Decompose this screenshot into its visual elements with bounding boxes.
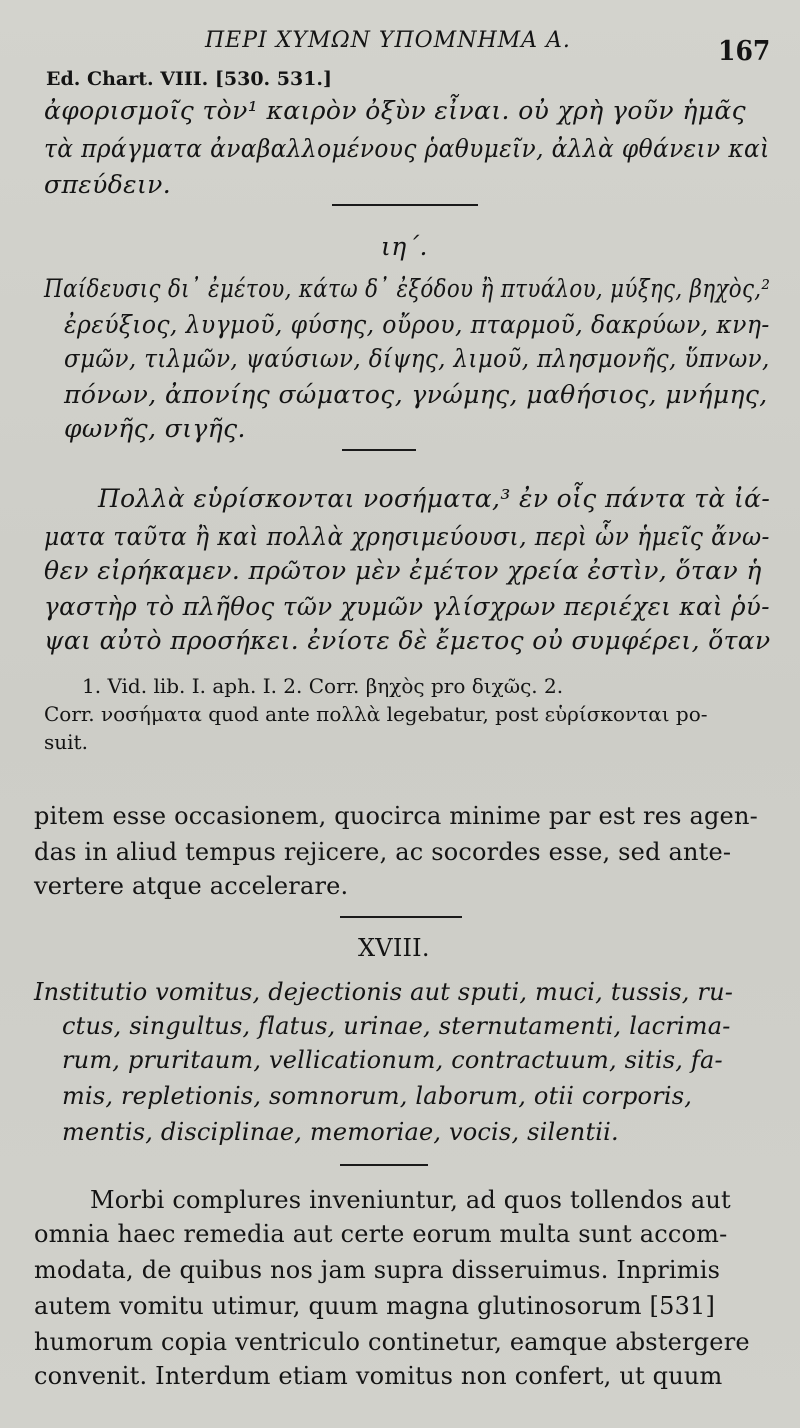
latin-heading-line: rum, pruritaum, vellicationum, contractuum, sitis, fa- — [62, 1046, 723, 1074]
latin-para1-line: vertere atque accelerare. — [34, 872, 349, 900]
latin-body-line: convenit. Interdum etiam vomitus non confert, ut quum — [34, 1362, 723, 1390]
greek-heading-line: Παίδευσις δι᾽ ἐμέτου, κάτω δ᾽ ἐξόδου ἢ πτυάλου, μύξης, βηχὸς,² — [44, 274, 771, 303]
latin-para1-line: das in aliud tempus rejicere, ac socordes esse, sed ante- — [34, 838, 732, 866]
greek-para1-line: ἀφορισμοῖς τὸν¹ καιρὸν ὀξὺν εἶναι. οὐ χρὴ γοῦν ἡμᾶς — [44, 96, 747, 125]
latin-section-number: XVIII. — [358, 934, 430, 962]
latin-body-line: humorum copia ventriculo continetur, eamque abstergere — [34, 1328, 750, 1356]
page-number: 167 — [718, 36, 771, 67]
greek-section-number: ιη΄. — [381, 232, 428, 261]
greek-body-line: θεν εἰρήκαμεν. πρῶτον μὲν ἐμέτον χρεία ἐστὶν, ὅταν ἡ — [44, 556, 762, 585]
footnote-line: 1. Vid. lib. I. aph. I. 2. Corr. βηχὸς pro διχῶς. 2. — [82, 674, 564, 698]
latin-body-line: Morbi complures inveniuntur, ad quos tollendos aut — [90, 1186, 731, 1214]
greek-heading-line: ἐρεύξιος, λυγμοῦ, φύσης, οὔρου, πταρμοῦ, δακρύων, κνη- — [64, 310, 770, 339]
latin-heading-line: mis, repletionis, somnorum, laborum, otii corporis, — [62, 1082, 693, 1110]
section-divider — [332, 204, 478, 206]
greek-para1-line: σπεύδειν. — [44, 170, 172, 199]
section-divider — [342, 449, 416, 451]
greek-para1-line: τὰ πράγματα ἀναβαλλομένους ῥαθυμεῖν, ἀλλὰ φθάνειν καὶ — [44, 134, 770, 163]
footnote-line: Corr. νοσήματα quod ante πολλὰ legebatur, post εὑρίσκονται po- — [44, 702, 708, 726]
section-divider — [340, 1164, 428, 1166]
greek-body-line: Πολλὰ εὑρίσκονται νοσήματα,³ ἐν οἷς πάντα τὰ ἰά- — [98, 484, 771, 513]
footnote-line: suit. — [44, 730, 88, 754]
running-header: ΠΕΡΙ ΧΥΜΩΝ ΥΠΟΜΝΗΜΑ Α. — [205, 28, 571, 53]
latin-body-line: modata, de quibus nos jam supra disseruimus. Inprimis — [34, 1256, 721, 1284]
edition-reference: Ed. Chart. VIII. [530. 531.] — [46, 68, 333, 90]
greek-heading-line: φωνῆς, σιγῆς. — [64, 414, 246, 443]
section-divider — [340, 916, 462, 918]
greek-heading-line: πόνων, ἀπονίης σώματος, γνώμης, μαθήσιος, μνήμης, — [64, 380, 768, 409]
latin-body-line: autem vomitu utimur, quum magna glutinosorum [531] — [34, 1292, 716, 1320]
greek-body-line: γαστὴρ τὸ πλῆθος τῶν χυμῶν γλίσχρων περιέχει καὶ ῥύ- — [44, 592, 770, 621]
greek-body-line: ματα ταῦτα ἢ καὶ πολλὰ χρησιμεύουσι, περὶ ὧν ἡμεῖς ἄνω- — [44, 522, 770, 551]
greek-heading-line: σμῶν, τιλμῶν, ψαύσιων, δίψης, λιμοῦ, πλησμονῆς, ὕπνων, — [64, 344, 770, 373]
latin-heading-line: Institutio vomitus, dejectionis aut sputi, muci, tussis, ru- — [34, 978, 734, 1006]
latin-heading-line: ctus, singultus, flatus, urinae, sternutamenti, lacrima- — [62, 1012, 731, 1040]
latin-para1-line: pitem esse occasionem, quocirca minime par est res agen- — [34, 802, 758, 830]
latin-body-line: omnia haec remedia aut certe eorum multa sunt accom- — [34, 1220, 728, 1248]
greek-body-line: ψαι αὐτὸ προσήκει. ἐνίοτε δὲ ἔμετος οὐ συμφέρει, ὅταν — [44, 626, 771, 655]
latin-heading-line: mentis, disciplinae, memoriae, vocis, silentii. — [62, 1118, 619, 1146]
